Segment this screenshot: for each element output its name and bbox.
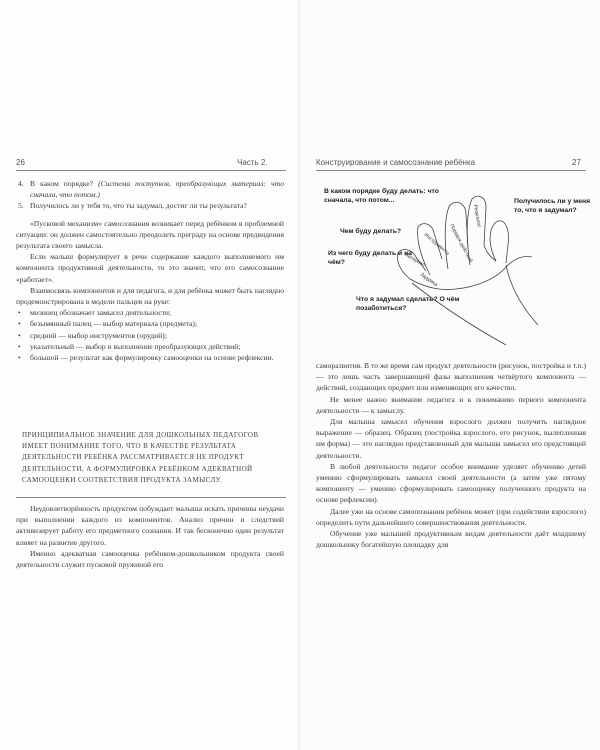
paragraph: В любой деятельности педагог особое внимание уделяет обучению детей умению сформулировать замысел своей деятельности (а затем уже пятому компоненту — умению сформулировать самооценку полученного продукта на основе рефлексии). <box>316 461 586 505</box>
paragraph: Если малыш формулирует в речи содержание каждого выполняемого им компонента продуктивной деятельности, то это значит, что его самосознание «работает». <box>16 252 284 284</box>
finger-label-order: Порядок действий <box>448 223 474 264</box>
right-page <box>300 0 600 750</box>
header-rule-right <box>316 170 586 171</box>
page-number-left: 26 <box>16 158 25 167</box>
hand-question-plan: Что я задумал сделать? О чём позаботиться? <box>356 296 460 312</box>
paragraph: «Пусковой механизм» самосознания возникает перед ребёнком в проблемной ситуации: он должен самостоятельно преодолеть преграду на основе предвидения результата своего замысла. <box>16 218 284 251</box>
header-rule-left <box>16 170 286 171</box>
bullet-item: • мизинец обозначает замысел деятельности; <box>18 308 172 318</box>
callout-line: ИМЕЕТ ПОНИМАНИЕ ТОГО, ЧТО В КАЧЕСТВЕ РЕЗУЛЬТАТА <box>22 442 237 451</box>
hand-question-tools: Чем буду делать? <box>340 228 402 235</box>
hand-diagram <box>300 175 600 355</box>
part-label: Часть 2. <box>237 158 268 167</box>
callout-rule <box>16 497 286 498</box>
callout-line: ПРИНЦИПИАЛЬНОЕ ЗНАЧЕНИЕ ДЛЯ ДОШКОЛЬНЫХ ПЕДАГОГОВ <box>22 431 259 439</box>
hand-question-order: В каком порядке буду делать: что сначала, что потом... <box>324 188 439 204</box>
left-text-block <box>16 178 284 363</box>
list-item-5: 5. Получилось ли у тебя то, что ты задумал, достиг ли ты результата? <box>18 201 247 211</box>
paragraph: Обучение уже малышей продуктивным видам деятельности даёт младшему дошкольнику богатейшую площадку для <box>316 529 586 550</box>
hand-question-material: Из чего буду делать и на чём? <box>328 250 412 266</box>
bullet-item: • средний — выбор инструментов (орудий); <box>18 330 167 340</box>
hand-question-result: Получилось ли у меня то, что я задумал? <box>514 198 591 214</box>
finger-label-tools: Инструменты <box>422 231 451 257</box>
bullet-item: • большой — результат как формулировку самооценки на основе рефлексии. <box>18 353 274 363</box>
paragraph: Именно адекватная самооценка ребёнком-дошкольником продукта своей деятельности служит пусковой пружиной его <box>16 548 284 570</box>
callout-line: ДЕЯТЕЛЬНОСТИ РЕБЁНКА РАССМАТРИВАЕТСЯ НЕ ПРОДУКТ <box>22 453 245 462</box>
list-item-4: 4. В каком порядке? (Система поступков, преобразующих материал: что сначала, что потом.) <box>18 179 284 200</box>
bullet-item: • указательный — выбор и выполнение преобразующих действий; <box>18 341 241 351</box>
bullet-item: • безымянный палец — выбор материала (предмета); <box>18 319 198 329</box>
finger-label-result: Результат <box>472 204 482 228</box>
paragraph: саморазвития. В то же время сам продукт деятельности (рисунок, постройка и т.п.) — это лишь часть завершающей фазы выполнения четвёртого компонента — действий, создающих предмет или изменяющих его качество. <box>316 361 586 393</box>
paragraph: Взаимосвязь компонентов и для педагога, и для ребёнка может быть наглядно продемонстрирована в модели пальцев на руке: <box>16 285 284 307</box>
finger-label-plan: Задумка <box>418 271 439 288</box>
finger-label-material: Материал <box>403 251 427 269</box>
callout-block <box>22 430 284 486</box>
paragraph: Для малыша замысел обучения взрослого должен получить наглядное выражение — образец. Образец (постройка взрослого, его рисунок, вылепленная им форма) — это наглядно представленный для малыша замысел его предстоящей деятельности. <box>316 417 586 460</box>
paragraph: Далее уже на основе самопознания ребёнок может (при содействии взрослого) определить пути дальнейшего совершенствования деятельности. <box>316 506 586 527</box>
page-number-right: 27 <box>572 158 581 167</box>
paragraph: Не менее важно внимание педагога и к пониманию первого компонента деятельности — к замыслу. <box>316 394 586 415</box>
left-text-block-lower <box>16 503 284 570</box>
paragraph: Неудовлетворённость продуктом побуждает малыша искать причины неудачи при выполнении каждого из компонентов. Анализ причин и следствий активизирует работу его предметного сознания. И так бесконечно один результат влияет на развитие другого. <box>16 504 284 547</box>
header-title: Конструирование и самосознание ребёнка <box>316 158 476 167</box>
right-text-block <box>316 360 586 550</box>
callout-line: ДЕЯТЕЛЬНОСТИ, А ФОРМУЛИРОВКА РЕБЁНКОМ АДЕКВАТНОЙ <box>22 464 253 473</box>
callout-line: САМООЦЕНКИ СООТВЕТСТВИЯ ПРОДУКТА ЗАМЫСЛУ. <box>22 475 222 484</box>
